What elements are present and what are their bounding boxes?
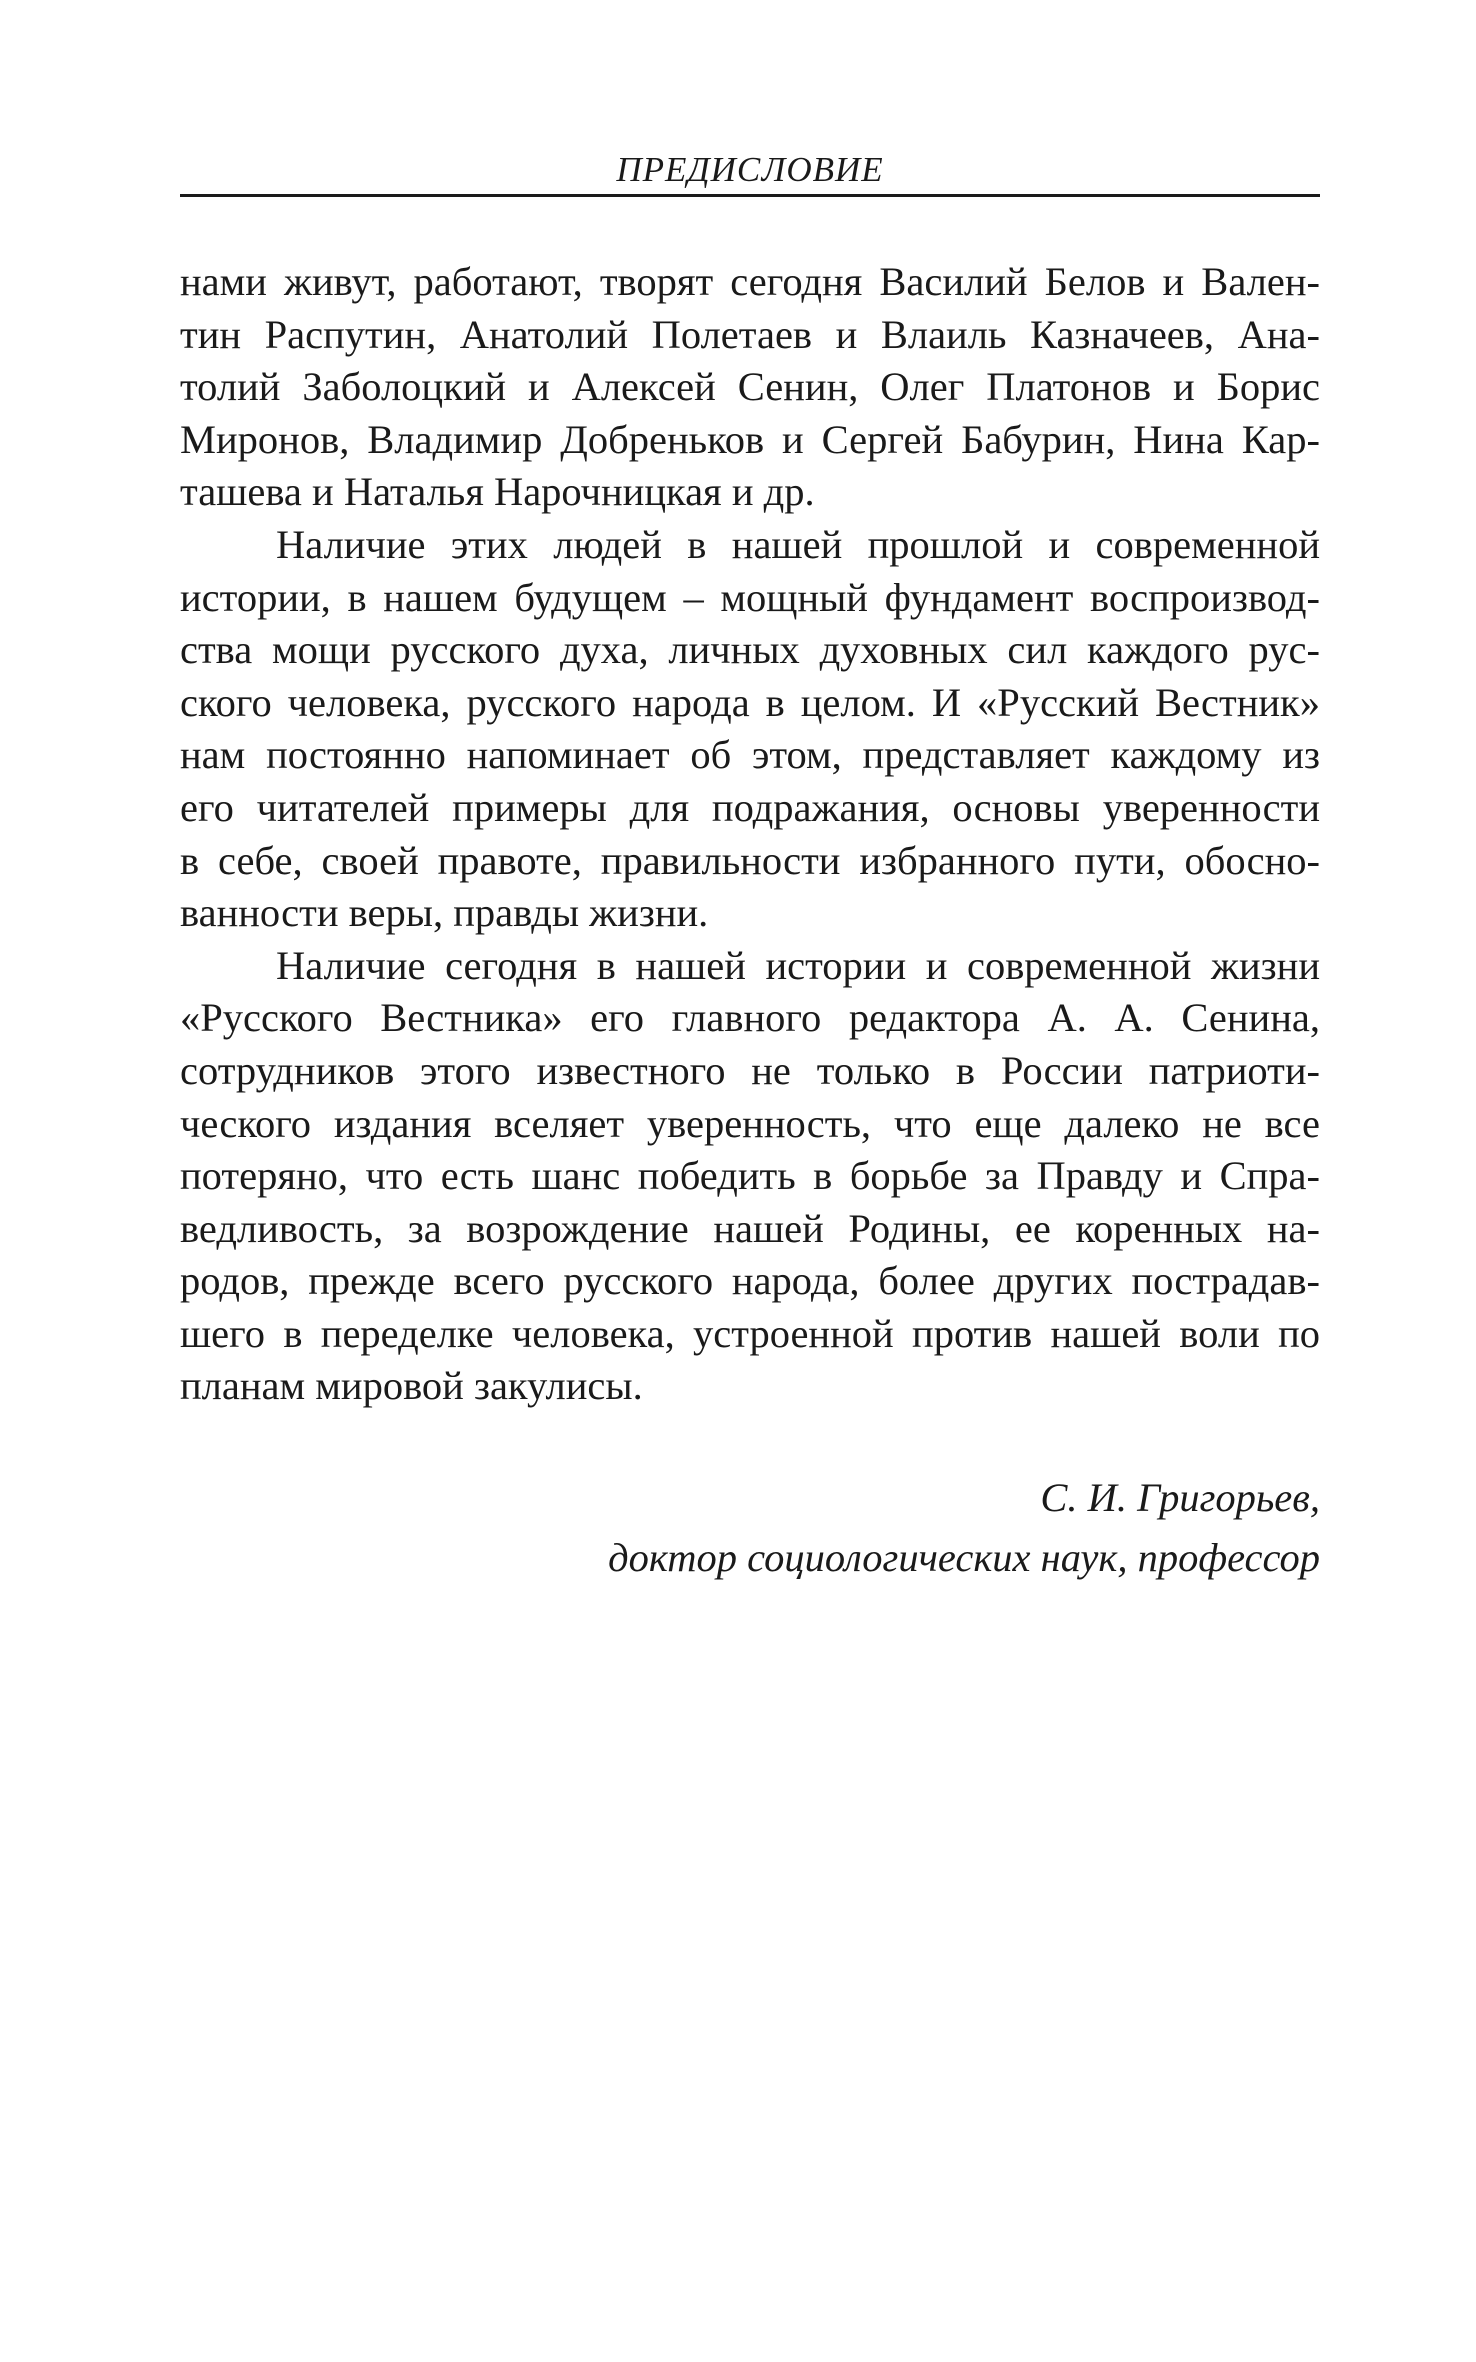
paragraph-2 [180, 519, 1320, 940]
text-line: ванности веры, правды жизни. [180, 890, 709, 936]
text-line: нам постоянно напоминает об этом, представляет каждому из [180, 732, 1320, 778]
text-line: тин Распутин, Анатолий Полетаев и Влаиль Казначеев, Ана- [180, 311, 1320, 357]
text-line: Наличие этих людей в нашей прошлой и современной [276, 521, 1320, 567]
text-line: его читателей примеры для подражания, основы уверенности [180, 784, 1320, 830]
text-line: шего в переделке человека, устроенной против нашей воли по [180, 1310, 1320, 1356]
text-line: ства мощи русского духа, личных духовных сил каждого рус- [180, 627, 1320, 673]
signature [608, 1468, 1320, 1588]
text-line: потеряно, что есть шанс победить в борьбе за Правду и Спра- [180, 1153, 1320, 1199]
text-line: ведливость, за возрождение нашей Родины, ее коренных на- [180, 1205, 1320, 1251]
text-line: Наличие сегодня в нашей истории и современной жизни [276, 942, 1320, 988]
text-line: сотрудников этого известного не только в России патриоти- [180, 1047, 1320, 1093]
paragraph-1 [180, 256, 1320, 519]
signature-title: доктор социологических наук, профессор [608, 1535, 1320, 1580]
text-line: ческого издания вселяет уверенность, что еще далеко не все [180, 1100, 1320, 1146]
text-line: ташева и Наталья Нарочницкая и др. [180, 469, 815, 515]
text-line: в себе, своей правоте, правильности избранного пути, обосно- [180, 837, 1320, 883]
text-line: планам мировой закулисы. [180, 1363, 643, 1409]
text-line: «Русского Вестника» его главного редактора А. А. Сенина, [180, 995, 1320, 1041]
text-line: толий Заболоцкий и Алексей Сенин, Олег Платонов и Борис [180, 364, 1320, 410]
text-line: ского человека, русского народа в целом. И «Русский Вестник» [180, 679, 1320, 725]
header-rule [180, 194, 1320, 197]
body-text [180, 256, 1320, 1413]
paragraph-3 [180, 940, 1320, 1413]
signature-name: С. И. Григорьев, [1040, 1475, 1320, 1520]
running-head: ПРЕДИСЛОВИЕ [616, 150, 884, 189]
text-line: Миронов, Владимир Добреньков и Сергей Бабурин, Нина Кар- [180, 416, 1320, 462]
text-line: родов, прежде всего русского народа, более других пострадав- [180, 1258, 1320, 1304]
text-line: нами живут, работают, творят сегодня Василий Белов и Вален- [180, 259, 1320, 304]
text-line: истории, в нашем будущем – мощный фундамент воспроизвод- [180, 574, 1320, 620]
